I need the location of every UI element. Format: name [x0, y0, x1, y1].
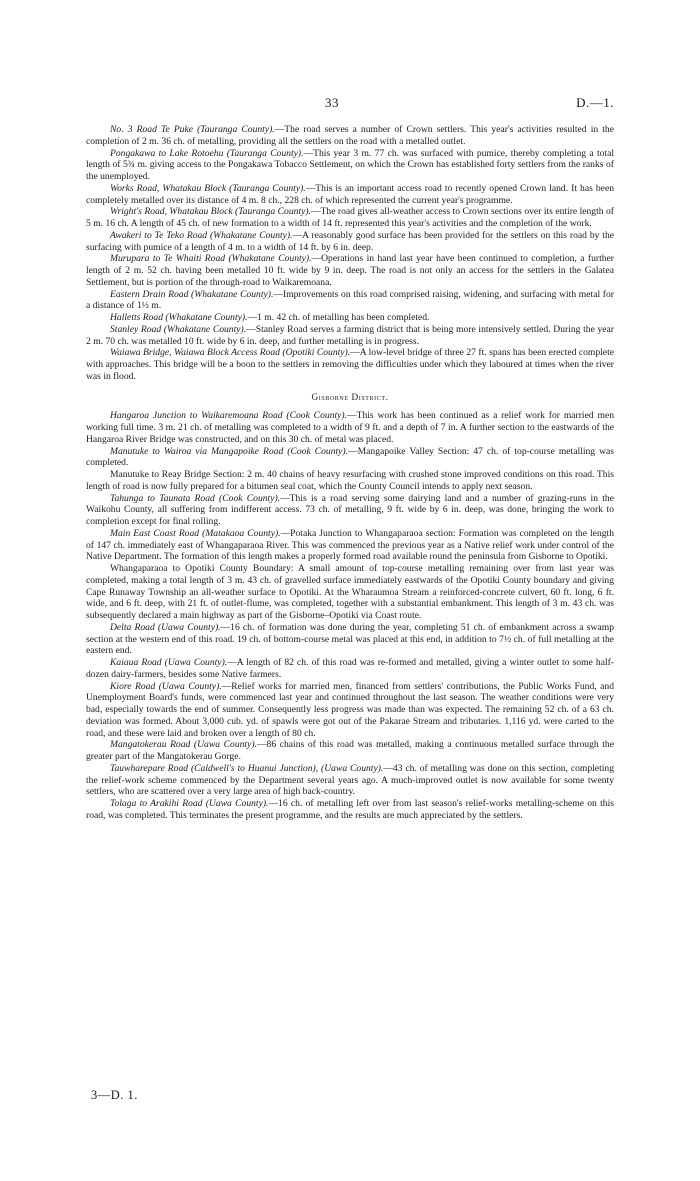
- paragraph-text: —16 ch. of formation was done during the year, completing 51 ch. of embankment across a swamp section at the western end of this road. 19 ch. of bottom-course metal was placed at this end, in addition to 7½ ch. of full metalling at the eastern end.: [86, 621, 614, 657]
- road-title: Murupara to Te Whaiti Road (Whakatane County).: [110, 253, 312, 265]
- road-title: Delta Road (Uawa County).: [110, 621, 221, 633]
- gisborne-paragraph: [86, 493, 614, 528]
- gisborne-paragraph: [86, 798, 614, 822]
- gisborne-paragraph: [86, 763, 614, 798]
- paragraph-text: —A low-level bridge of three 27 ft. spans has been erected complete with approaches. This bridge will be a boon to the settlers in removing the difficulties under which they laboured at times when the river was in flood.: [86, 347, 614, 382]
- road-title: Manutuke to Wairoa via Mangapoike Road (Cook County).: [110, 445, 349, 457]
- paragraph-text: —86 chains of this road was metalled, making a continuous metalled surface through the greater part of the Mangatokerau Gorge.: [86, 739, 614, 762]
- paragraph-text: —Operations in hand last year have been continued to completion, a further length of 2 m. 52 ch. having been metalled 10 ft. wide by 9 in. deep. The road is not only an access for the settlers in the Galatea Settlement, but is portion of the through-road to Waikaremoana.: [86, 253, 614, 288]
- gisborne-paragraph: [86, 446, 614, 470]
- tauranga-paragraph: [86, 148, 614, 183]
- road-title: Wright's Road, Whatakau Block (Tauranga County).: [110, 206, 311, 218]
- gisborne-paragraph: [86, 563, 614, 622]
- paragraph-text: —Improvements on this road comprised raising, widening, and surfacing with metal for a distance of 1½ m.: [86, 288, 614, 312]
- tauranga-paragraph: [86, 183, 614, 207]
- paragraph-text: —1 m. 42 ch. of metalling has been completed.: [247, 312, 430, 323]
- paragraph-text: —The road serves a number of Crown settlers. This year's activities resulted in the completion of 2 m. 36 ch. of metalling, providing all the settlers on the road with a metalled outlet.: [86, 124, 614, 147]
- paragraph-text: —A reasonably good surface has been provided for the settlers on this road by the surfacing with pumice of a length of 4 m. to a width of 14 ft. by 6 in. deep.: [86, 229, 614, 253]
- page-number: 33: [325, 95, 339, 110]
- paragraph-text: —Stanley Road serves a farming district that is being more intensively settled. During the year 2 m. 70 ch. was metalled 10 ft. wide by 6 in. deep, and further metalling is in progress.: [86, 323, 615, 347]
- tauranga-paragraph: [86, 312, 614, 324]
- tauranga-paragraph: [86, 206, 614, 230]
- report-reference: D.—1.: [576, 95, 614, 110]
- paragraph-text: —43 ch. of metalling was done on this section, completing the relief-work scheme commenced by the Department several years ago. A much-improved outlet is now available for some twenty settlers, who are scattered over a very large area of high back-country.: [86, 762, 614, 798]
- gisborne-section: [86, 410, 614, 821]
- gisborne-paragraph: [86, 739, 614, 763]
- road-title: Main East Coast Road (Matakaoa County).: [110, 527, 281, 539]
- road-title: No. 3 Road Te Puke (Tauranga County).: [110, 124, 275, 135]
- tauranga-paragraph: [86, 324, 614, 348]
- paragraph-text: Manutuke to Reay Bridge Section: 2 m. 40 chains of heavy resurfacing with crushed stone improved conditions on this road. This length of road is now fully prepared for a bitumen seal coat, which the County Council intends to apply next season.: [86, 469, 614, 492]
- road-title: Kaiaua Road (Uawa County).: [110, 657, 228, 668]
- gisborne-paragraph: [86, 622, 614, 657]
- gisborne-paragraph: [86, 528, 614, 563]
- signature-reference: 3—D. 1.: [91, 1088, 138, 1102]
- road-title: Stanley Road (Whakatane County).: [110, 323, 247, 335]
- paragraph-text: —This year 3 m. 77 ch. was surfaced with pumice, thereby completing a total length of 5¾ m. giving access to the Pongakawa Tobacco Settlement, on which the Crown has established forty settlers from the ranks of the unemployed.: [86, 147, 615, 182]
- road-title: Eastern Drain Road (Whakatane County).: [110, 288, 274, 300]
- tauranga-paragraph: [86, 347, 614, 382]
- paragraph-text: —This work has been continued as a relief work for married men working full time. 3 m. 21 ch. of metalling was completed to a width of 9 ft. and a depth of 7 in. A further section to the eastwards of the Hangaroa River Bridge was constructed, and on this 30 ch. of metal was placed.: [86, 410, 615, 445]
- paragraph-text: —16 ch. of metalling left over from last season's relief-works metalling-scheme on this road, was completed. This terminates the present programme, and the results are much appreciated by the settlers.: [86, 798, 614, 821]
- road-title: Tolaga to Arakihi Road (Uawa County).: [110, 798, 269, 809]
- paragraph-text: —A length of 82 ch. of this road was re-formed and metalled, giving a winter outlet to some half-dozen dairy-farmers, besides some Native farmers.: [86, 657, 615, 680]
- road-title: Tahunga to Taunata Road (Cook County).: [110, 492, 281, 504]
- paragraph-text: —This is an important access road to recently opened Crown land. It has been completely metalled over its distance of 4 m. 8 ch., 228 ch. of which represented the current year's programme.: [86, 182, 614, 206]
- tauranga-section: [86, 124, 614, 383]
- gisborne-paragraph: [86, 657, 614, 681]
- gisborne-paragraph: [86, 410, 614, 445]
- road-title: Tauwharepare Road (Caldwell's to Huanui Junction), (Uawa County).: [110, 762, 384, 774]
- paragraph-text: —Mangapoike Valley Section: 47 ch. of top-course metalling was completed.: [86, 445, 614, 469]
- tauranga-paragraph: [86, 124, 614, 148]
- district-heading: Gisborne District.: [311, 391, 389, 402]
- paragraph-text: —Relief works for married men, financed from settlers' contributions, the Public Works Fund, and Unemployment Board's funds, were commenced last year and continued throughout the last season. The weather conditions were very bad, especially towards the end of summer. Consequently less progress was made than was expected. The remaining 52 ch. of a 63 ch. deviation was formed. About 3,000 cub. yd. of spawls were got out of the Pakarae Stream and tributaries. 1,116 yd. were carted to the road, and these were laid and broken over a length of 80 ch.: [86, 680, 614, 739]
- gisborne-paragraph: [86, 469, 614, 493]
- paragraph-text: —The road gives all-weather access to Crown sections over its entire length of 5 m. 16 ch. A length of 45 ch. of new formation to a width of 14 ft. represented this year's activities and the completion of the work.: [86, 206, 614, 229]
- page-header: [0, 95, 700, 115]
- road-title: Works Road, Whatakau Block (Tauranga County).: [110, 182, 306, 194]
- gisborne-paragraph: [86, 681, 614, 740]
- road-title: Mangatokerau Road (Uawa County).: [110, 739, 257, 751]
- paragraph-text: —This is a road serving some dairying land and a number of grazing-runs in the Waikohu County, all suffering from indifferent access. 73 ch. of metalling, 9 ft. wide by 6 in. deep, was done, bringing the work to completion except for final rolling.: [86, 492, 614, 527]
- tauranga-paragraph: [86, 289, 614, 313]
- road-title: Hangaroa Junction to Waikaremoana Road (Cook County).: [110, 410, 347, 422]
- tauranga-paragraph: [86, 230, 614, 254]
- road-title: Halletts Road (Whakatane County).: [110, 312, 248, 323]
- road-title: Pongakawa to Lake Rotoehu (Tauranga County).: [110, 147, 304, 159]
- road-title: Waiawa Bridge, Waiawa Block Access Road (Opotiki County).: [110, 347, 351, 359]
- report-body: [86, 124, 614, 822]
- tauranga-paragraph: [86, 253, 614, 288]
- road-title: Kiore Road (Uawa County).: [110, 680, 222, 692]
- paragraph-text: —Potaka Junction to Whangaparaoa section: Formation was completed on the length of 147 ch. immediately east of Whangaparaoa River. This was commenced the previous year as a Native relief work under control of the Native Department. The formation of this length makes a properly formed road available round the peninsula from Gisborne to Opotiki.: [86, 527, 614, 563]
- road-title: Awakeri to Te Teko Road (Whakatane County).: [110, 229, 293, 241]
- paragraph-text: Whangaparaoa to Opotiki County Boundary: A small amount of top-course metalling remaining over from last year was completed, making a total length of 3 m. 43 ch. of gravelled surface immediately eastwards of the Opotiki County boundary and giving Cape Runaway Township an all-weather surface to Opotiki. At the Wharaumoa Stream a reinforced-concrete culvert, 60 ft. long, 6 ft. wide, and 6 ft. deep, with 21 ft. of outlet-flume, was completed, together with a substantial embankment. This length of 3 m. 43 ch. was subsequently declared a main highway as part of the Gisborne–Opotiki via Coast route.: [86, 563, 614, 621]
